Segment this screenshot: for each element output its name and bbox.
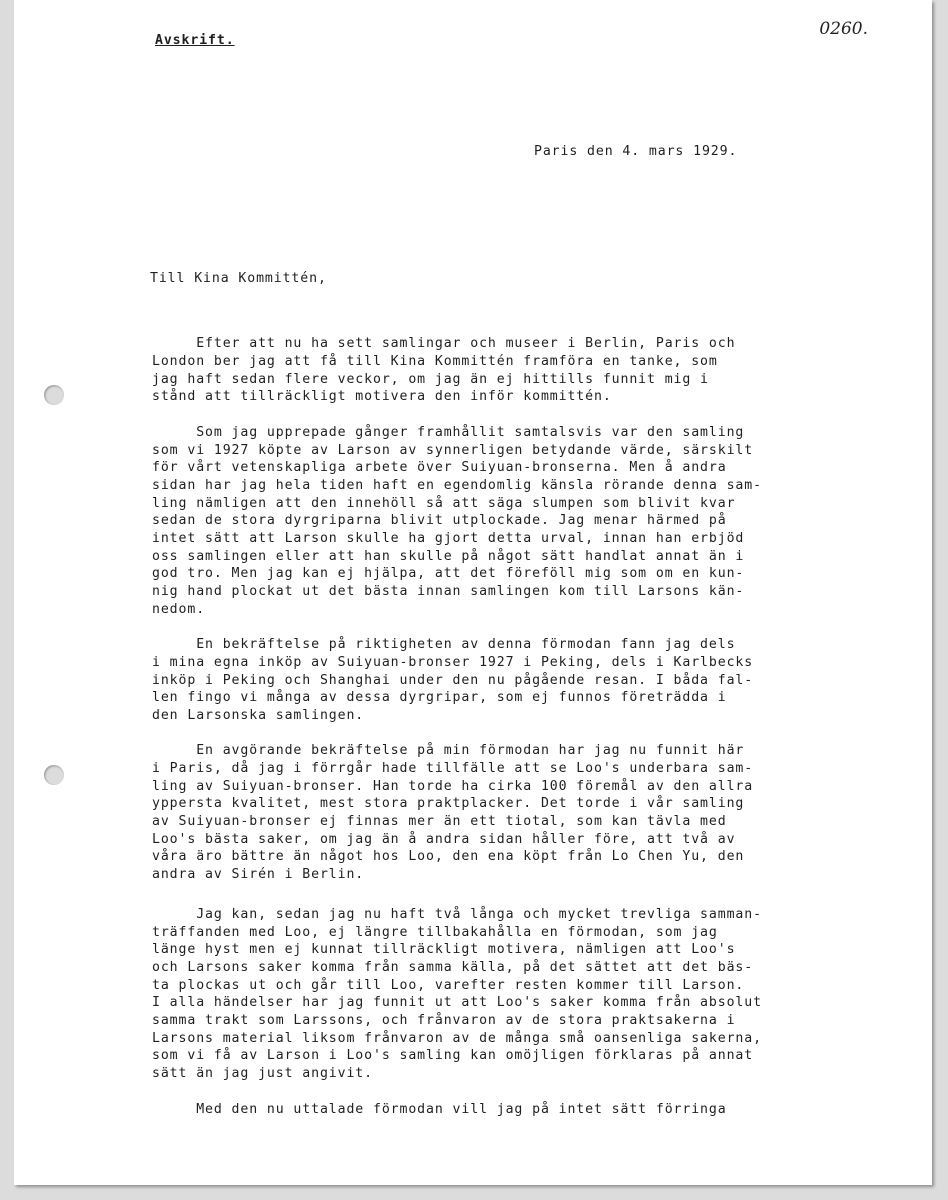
salutation: Till Kina Kommittén, <box>150 271 327 286</box>
body-line: för vårt vetenskapliga arbete över Suiyuan-bronserna. Men å andra <box>152 460 727 475</box>
archive-number: 0260. <box>819 19 868 39</box>
body-line: i Paris, då jag i förrgår hade tillfälle att se Loo's underbara sam- <box>152 761 754 776</box>
body-line: len fingo vi många av dessa dyrgripar, som ej funnos företrädda i <box>152 690 727 705</box>
body-line: Larsons material liksom frånvaron av de många små oansenliga sakerna, <box>152 1031 762 1046</box>
body-line: länge hyst men ej kunnat tillräckligt motivera, nämligen att Loo's <box>152 942 736 957</box>
body-line: våra äro bättre än något hos Loo, den ena köpt från Lo Chen Yu, den <box>152 849 745 864</box>
body-line: Med den nu uttalade förmodan vill jag på intet sätt förringa <box>152 1102 727 1117</box>
body-line: intet sätt att Larson skulle ha gjort detta urval, innan han erbjöd <box>152 531 745 546</box>
body-line: nedom. <box>152 602 206 617</box>
body-line: god tro. Men jag kan ej hjälpa, att det föreföll mig som om en kun- <box>152 566 745 581</box>
body-line: En avgörande bekräftelse på min förmodan har jag nu funnit här <box>152 743 745 758</box>
body-line: Jag kan, sedan jag nu haft två långa och mycket trevliga samman- <box>152 907 762 922</box>
header-label: Avskrift. <box>155 33 235 48</box>
body-line: sedan de stora dyrgriparna blivit utplockade. Jag menar härmed på <box>152 513 727 528</box>
body-line: inköp i Peking och Shanghai under den nu pågående resan. I båda fal- <box>152 673 754 688</box>
body-line: I alla händelser har jag funnit ut att Loo's saker komma från absolut <box>152 995 762 1010</box>
body-line: andra av Sirén i Berlin. <box>152 867 365 882</box>
body-line: som vi få av Larson i Loo's samling kan omöjligen förklaras på annat <box>152 1048 754 1063</box>
date-line: Paris den 4. mars 1929. <box>534 144 738 159</box>
body-line: En bekräftelse på riktigheten av denna förmodan fann jag dels <box>152 637 736 652</box>
body-line: som vi 1927 köpte av Larson av synnerligen betydande värde, särskilt <box>152 443 754 458</box>
body-line: ling nämligen att den innehöll så att säga slumpen som blivit kvar <box>152 496 736 511</box>
body-line: London ber jag att få till Kina Kommittén framföra en tanke, som <box>152 354 718 369</box>
body-line: Som jag upprepade gånger framhållit samtalsvis var den samling <box>152 425 745 440</box>
body-line: samma trakt som Larssons, och frånvaron av de stora praktsakerna i <box>152 1013 736 1028</box>
punch-hole <box>44 385 64 405</box>
body-line: av Suiyuan-bronser ej finnas mer än ett tiotal, som kan tävla med <box>152 814 727 829</box>
body-line: oss samlingen eller att han skulle på något sätt handlat annat än i <box>152 549 745 564</box>
body-line: sidan har jag hela tiden haft en egendomlig känsla rörande denna sam- <box>152 478 762 493</box>
body-line: och Larsons saker komma från samma källa, på det sättet att det bäs- <box>152 960 754 975</box>
body-line: träffanden med Loo, ej längre tillbakahålla en förmodan, som jag <box>152 925 718 940</box>
body-line: den Larsonska samlingen. <box>152 708 365 723</box>
punch-hole <box>44 765 64 785</box>
body-line: jag haft sedan flere veckor, om jag än ej hittills funnit mig i <box>152 372 709 387</box>
body-line: Efter att nu ha sett samlingar och museer i Berlin, Paris och <box>152 336 736 351</box>
body-line: Loo's bästa saker, om jag än å andra sidan håller före, att två av <box>152 832 736 847</box>
body-line: ta plockas ut och går till Loo, varefter resten kommer till Larson. <box>152 978 745 993</box>
body-line: yppersta kvalitet, mest stora praktplacker. Det torde i vår samling <box>152 796 745 811</box>
body-line: ling av Suiyuan-bronser. Han torde ha cirka 100 föremål av den allra <box>152 779 754 794</box>
body-line: sätt än jag just angivit. <box>152 1066 373 1081</box>
body-line: i mina egna inköp av Suiyuan-bronser 1927 i Peking, dels i Karlbecks <box>152 655 754 670</box>
body-line: stånd att tillräckligt motivera den inför kommittén. <box>152 389 612 404</box>
body-line: nig hand plockat ut det bästa innan samlingen kom till Larsons kän- <box>152 584 745 599</box>
